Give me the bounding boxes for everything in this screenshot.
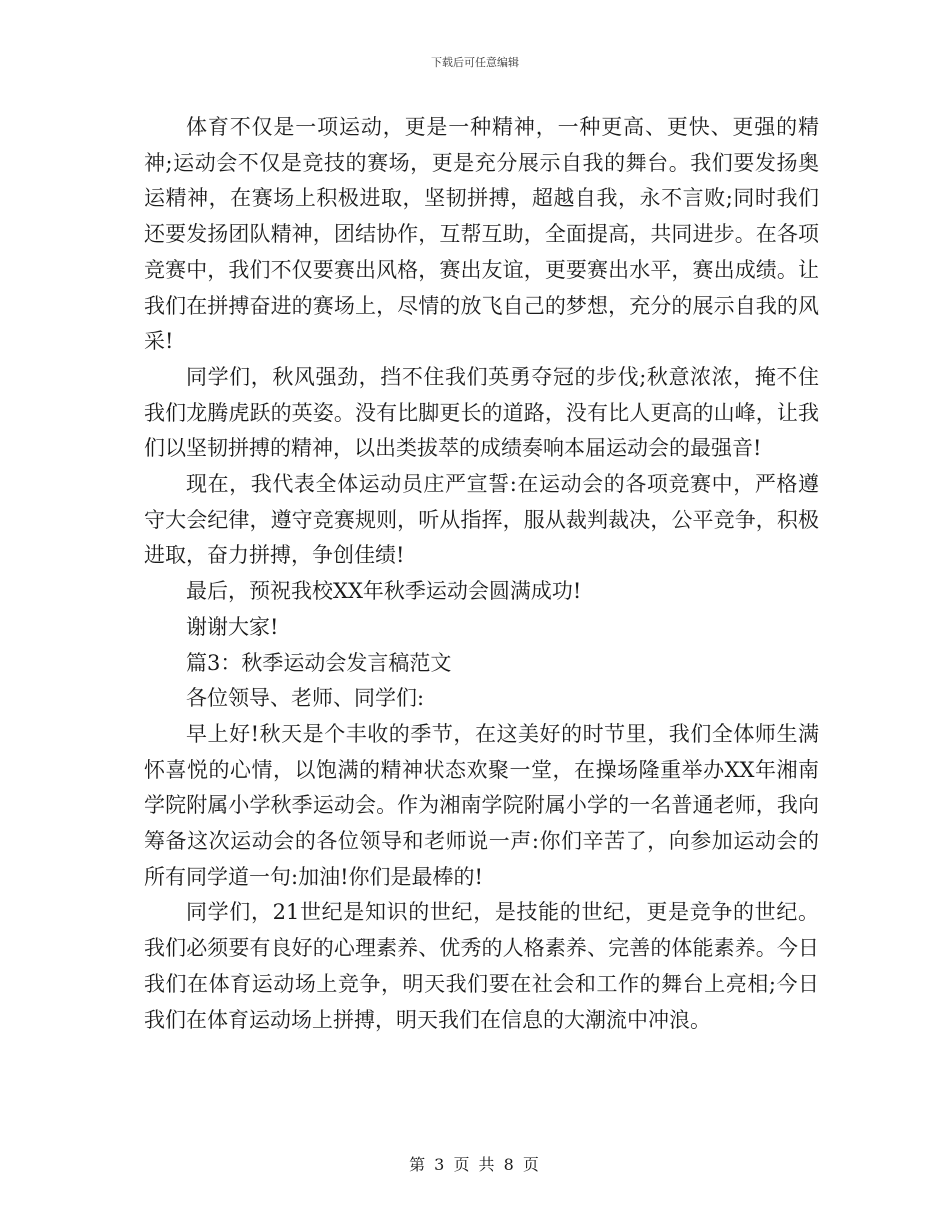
section-heading: 篇3：秋季运动会发言稿范文 — [186, 650, 452, 675]
salutation: 各位领导、老师、同学们: — [186, 686, 425, 711]
paragraph: 同学们，21世纪是知识的世纪，是技能的世纪，更是竞争的世纪。我们必须要有良好的心理素养、优秀的人格素养、完善的体能素养。今日我们在体育运动场上竞争，明天我们要在社会和工作的舞台上亮相;今日我们在体育运动场上拼搏，明天我们在信息的大潮流中冲浪。 — [144, 900, 819, 1032]
paragraph: 早上好!秋天是个丰收的季节，在这美好的时节里，我们全体师生满怀喜悦的心情，以饱满的精神状态欢聚一堂，在操场隆重举办XX年湘南学院附属小学秋季运动会。作为湘南学院附属小学的一名普通老师，我向筹备这次运动会的各位领导和老师说一声:你们辛苦了，向参加运动会的所有同学道一句:加油!你们是最棒的! — [144, 721, 819, 889]
page-header: 下载后可任意编辑 — [431, 56, 519, 69]
paragraph: 最后，预祝我校XX年秋季运动会圆满成功! — [186, 579, 582, 604]
document-body — [144, 110, 819, 1038]
paragraph: 同学们，秋风强劲，挡不住我们英勇夺冠的步伐;秋意浓浓，掩不住我们龙腾虎跃的英姿。没有比脚更长的道路，没有比人更高的山峰，让我们以坚韧拼搏的精神，以出类拔萃的成绩奏响本届运动会的最强音! — [144, 364, 819, 461]
page-footer: 第 3 页 共 8 页 — [409, 1155, 541, 1174]
paragraph: 现在，我代表全体运动员庄严宣誓:在运动会的各项竞赛中，严格遵守大会纪律，遵守竞赛规则，听从指挥，服从裁判裁决，公平竞争，积极进取，奋力拼搏，争创佳绩! — [144, 472, 819, 568]
paragraph: 谢谢大家! — [186, 614, 279, 639]
paragraph: 体育不仅是一项运动，更是一种精神，一种更高、更快、更强的精神;运动会不仅是竞技的赛场，更是充分展示自我的舞台。我们要发扬奥运精神，在赛场上积极进取，坚韧拼搏，超越自我，永不言败;同时我们还要发扬团队精神，团结协作，互帮互助，全面提高，共同进步。在各项竞赛中，我们不仅要赛出风格，赛出友谊，更要赛出水平，赛出成绩。让我们在拼搏奋进的赛场上，尽情的放飞自己的梦想，充分的展示自我的风采! — [144, 115, 819, 354]
